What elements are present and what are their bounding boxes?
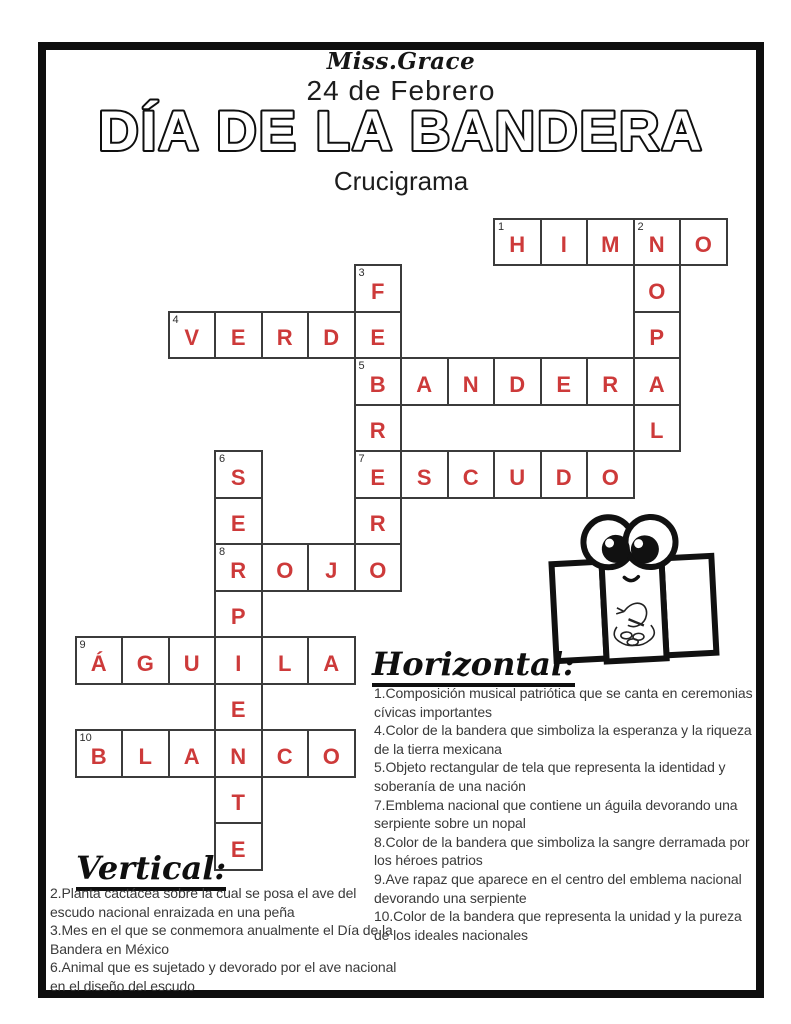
horizontal-clues-section [372, 645, 757, 943]
crossword-cell[interactable] [307, 636, 356, 685]
crossword-cell[interactable] [75, 636, 124, 685]
crossword-cell[interactable] [214, 543, 263, 592]
crossword-cell[interactable] [354, 450, 403, 499]
crossword-cell[interactable] [261, 543, 310, 592]
cell-letter: J [325, 557, 338, 583]
crossword-cell[interactable] [493, 357, 542, 406]
cell-letter: D [323, 325, 340, 351]
cell-letter: F [371, 278, 385, 304]
clue-number: 10 [79, 732, 92, 744]
cell-letter: E [370, 325, 386, 351]
cell-letter: I [560, 232, 567, 258]
vertical-heading: Vertical: [76, 852, 226, 891]
crossword-cell[interactable] [354, 311, 403, 360]
cell-letter: P [649, 325, 665, 351]
mexican-flag-mascot-icon [543, 514, 723, 666]
cell-letter: E [230, 325, 246, 351]
cell-letter: E [230, 836, 246, 862]
crossword-cell[interactable] [493, 218, 542, 267]
cell-letter: B [90, 743, 107, 769]
horizontal-heading: Horizontal: [372, 648, 575, 687]
cell-letter: O [694, 232, 712, 258]
crossword-cell[interactable] [447, 357, 496, 406]
cell-letter: A [416, 371, 433, 397]
crossword-cell[interactable] [307, 311, 356, 360]
cell-letter: A [648, 371, 665, 397]
cell-letter: S [230, 464, 246, 490]
cell-letter: G [136, 650, 154, 676]
crossword-cell[interactable] [121, 729, 170, 778]
crossword-cell[interactable] [214, 729, 263, 778]
clue-item: 7.Emblema nacional que contiene un águila devorando una serpiente sobre un nopal [374, 796, 738, 832]
crossword-cell[interactable] [121, 636, 170, 685]
crossword-cell[interactable] [214, 776, 263, 825]
crossword-cell[interactable] [679, 218, 728, 267]
vertical-clue-list [50, 884, 402, 996]
crossword-cell[interactable] [168, 729, 217, 778]
date-line: 24 de Febrero [306, 75, 496, 106]
page-subtitle: Crucigrama [333, 166, 469, 196]
crossword-cell[interactable] [540, 357, 589, 406]
crossword-cell[interactable] [75, 729, 124, 778]
horizontal-clue-list [374, 684, 757, 944]
cell-letter: A [183, 743, 200, 769]
cell-letter: C [462, 464, 479, 490]
crossword-cell[interactable] [214, 636, 263, 685]
cell-letter: E [230, 511, 246, 537]
crossword-cell[interactable] [307, 543, 356, 592]
crossword-cell[interactable] [354, 404, 403, 453]
crossword-cell[interactable] [633, 311, 682, 360]
clue-number: 3 [358, 267, 365, 279]
crossword-cell[interactable] [261, 636, 310, 685]
page-title-bubble [38, 96, 764, 168]
crossword-cell[interactable] [261, 311, 310, 360]
crossword-cell[interactable] [354, 264, 403, 313]
cell-letter: L [650, 418, 664, 444]
crossword-cell[interactable] [586, 450, 635, 499]
crossword-cell[interactable] [540, 218, 589, 267]
clue-number: 6 [219, 453, 226, 465]
clue-item: 9.Ave rapaz que aparece en el centro del emblema nacional devorando una serpiente [374, 870, 742, 906]
clue-number: 8 [219, 546, 226, 558]
cell-letter: C [276, 743, 293, 769]
crossword-cell[interactable] [168, 311, 217, 360]
crossword-cell[interactable] [354, 357, 403, 406]
crossword-cell[interactable] [586, 218, 635, 267]
cell-letter: N [648, 232, 665, 258]
crossword-cell[interactable] [261, 729, 310, 778]
cell-letter: I [235, 650, 242, 676]
cell-letter: O [648, 278, 666, 304]
crossword-cell[interactable] [354, 497, 403, 546]
cell-letter: B [369, 371, 386, 397]
clue-number: 5 [358, 360, 365, 372]
crossword-cell[interactable] [400, 357, 449, 406]
cell-letter: R [230, 557, 247, 583]
crossword-cell[interactable] [214, 450, 263, 499]
crossword-cell[interactable] [633, 218, 682, 267]
cell-letter: A [323, 650, 340, 676]
cell-letter: R [602, 371, 619, 397]
cell-letter: O [601, 464, 619, 490]
crossword-cell[interactable] [633, 357, 682, 406]
cell-letter: L [278, 650, 292, 676]
clue-item: 8.Color de la bandera que simboliza la sangre derramada por los héroes patrios [374, 833, 750, 869]
crossword-cell[interactable] [168, 636, 217, 685]
brand-logo: Miss.Grace [326, 48, 476, 75]
cell-letter: R [369, 511, 386, 537]
clue-number: 1 [498, 220, 505, 233]
crossword-cell[interactable] [307, 729, 356, 778]
cell-letter: U [183, 650, 200, 676]
cell-letter: D [555, 464, 572, 490]
cell-letter: T [231, 790, 245, 816]
clue-item: 5.Objeto rectangular de tela que representa la identidad y soberanía de una nación [374, 759, 726, 794]
cell-letter: O [322, 743, 340, 769]
cell-letter: E [556, 371, 572, 397]
page-title: DÍA DE LA BANDERA [98, 99, 704, 162]
crossword-cell[interactable] [540, 450, 589, 499]
crossword-cell[interactable] [400, 450, 449, 499]
cell-letter: O [369, 557, 387, 583]
cell-letter: M [601, 232, 620, 258]
cell-letter: S [416, 464, 432, 490]
cell-letter: P [230, 604, 246, 630]
crossword-cell[interactable] [447, 450, 496, 499]
cell-letter: O [276, 557, 294, 583]
clue-item: 6.Animal que es sujetado y devorado por el ave nacional en el diseño del escudo [50, 959, 397, 994]
clue-number: 4 [172, 313, 179, 326]
crossword-cell[interactable] [214, 497, 263, 546]
clue-number: 7 [358, 453, 365, 465]
cell-letter: L [138, 743, 152, 769]
cell-letter: E [230, 697, 246, 723]
crossword-cell[interactable] [493, 450, 542, 499]
clue-number: 9 [79, 639, 86, 651]
cell-letter: E [370, 464, 386, 490]
cell-letter: R [276, 325, 293, 351]
crossword-cell[interactable] [214, 590, 263, 639]
cell-letter: H [509, 232, 526, 258]
cell-letter: D [509, 371, 526, 397]
clue-item: 10.Color de la bandera que representa la unidad y la pureza de los ideales nacionales [374, 908, 742, 943]
crossword-cell[interactable] [633, 264, 682, 313]
cell-letter: V [184, 325, 200, 351]
empty-grid-box [400, 404, 635, 453]
cell-letter: U [509, 464, 526, 490]
clue-item: 4.Color de la bandera que simboliza la esperanza y la riqueza de la tierra mexicana [374, 722, 752, 757]
crossword-cell[interactable] [633, 404, 682, 453]
cell-letter: N [462, 371, 479, 397]
clue-item: 2.Planta cactácea sobre la cual se posa el ave del escudo nacional enraizada en una peña [50, 885, 357, 920]
cell-letter: N [230, 743, 247, 769]
crossword-cell[interactable] [214, 311, 263, 360]
clue-number: 2 [637, 220, 644, 233]
clue-item: 1.Composición musical patriótica que se canta en ceremonias cívicas importantes [374, 685, 753, 720]
clue-item: 3.Mes en el que se conmemora anualmente el Día de la Bandera en México [50, 922, 393, 957]
cell-letter: Á [90, 650, 107, 676]
crossword-cell[interactable] [214, 683, 263, 732]
crossword-cell[interactable] [354, 543, 403, 592]
cell-letter: R [369, 418, 386, 444]
crossword-cell[interactable] [586, 357, 635, 406]
